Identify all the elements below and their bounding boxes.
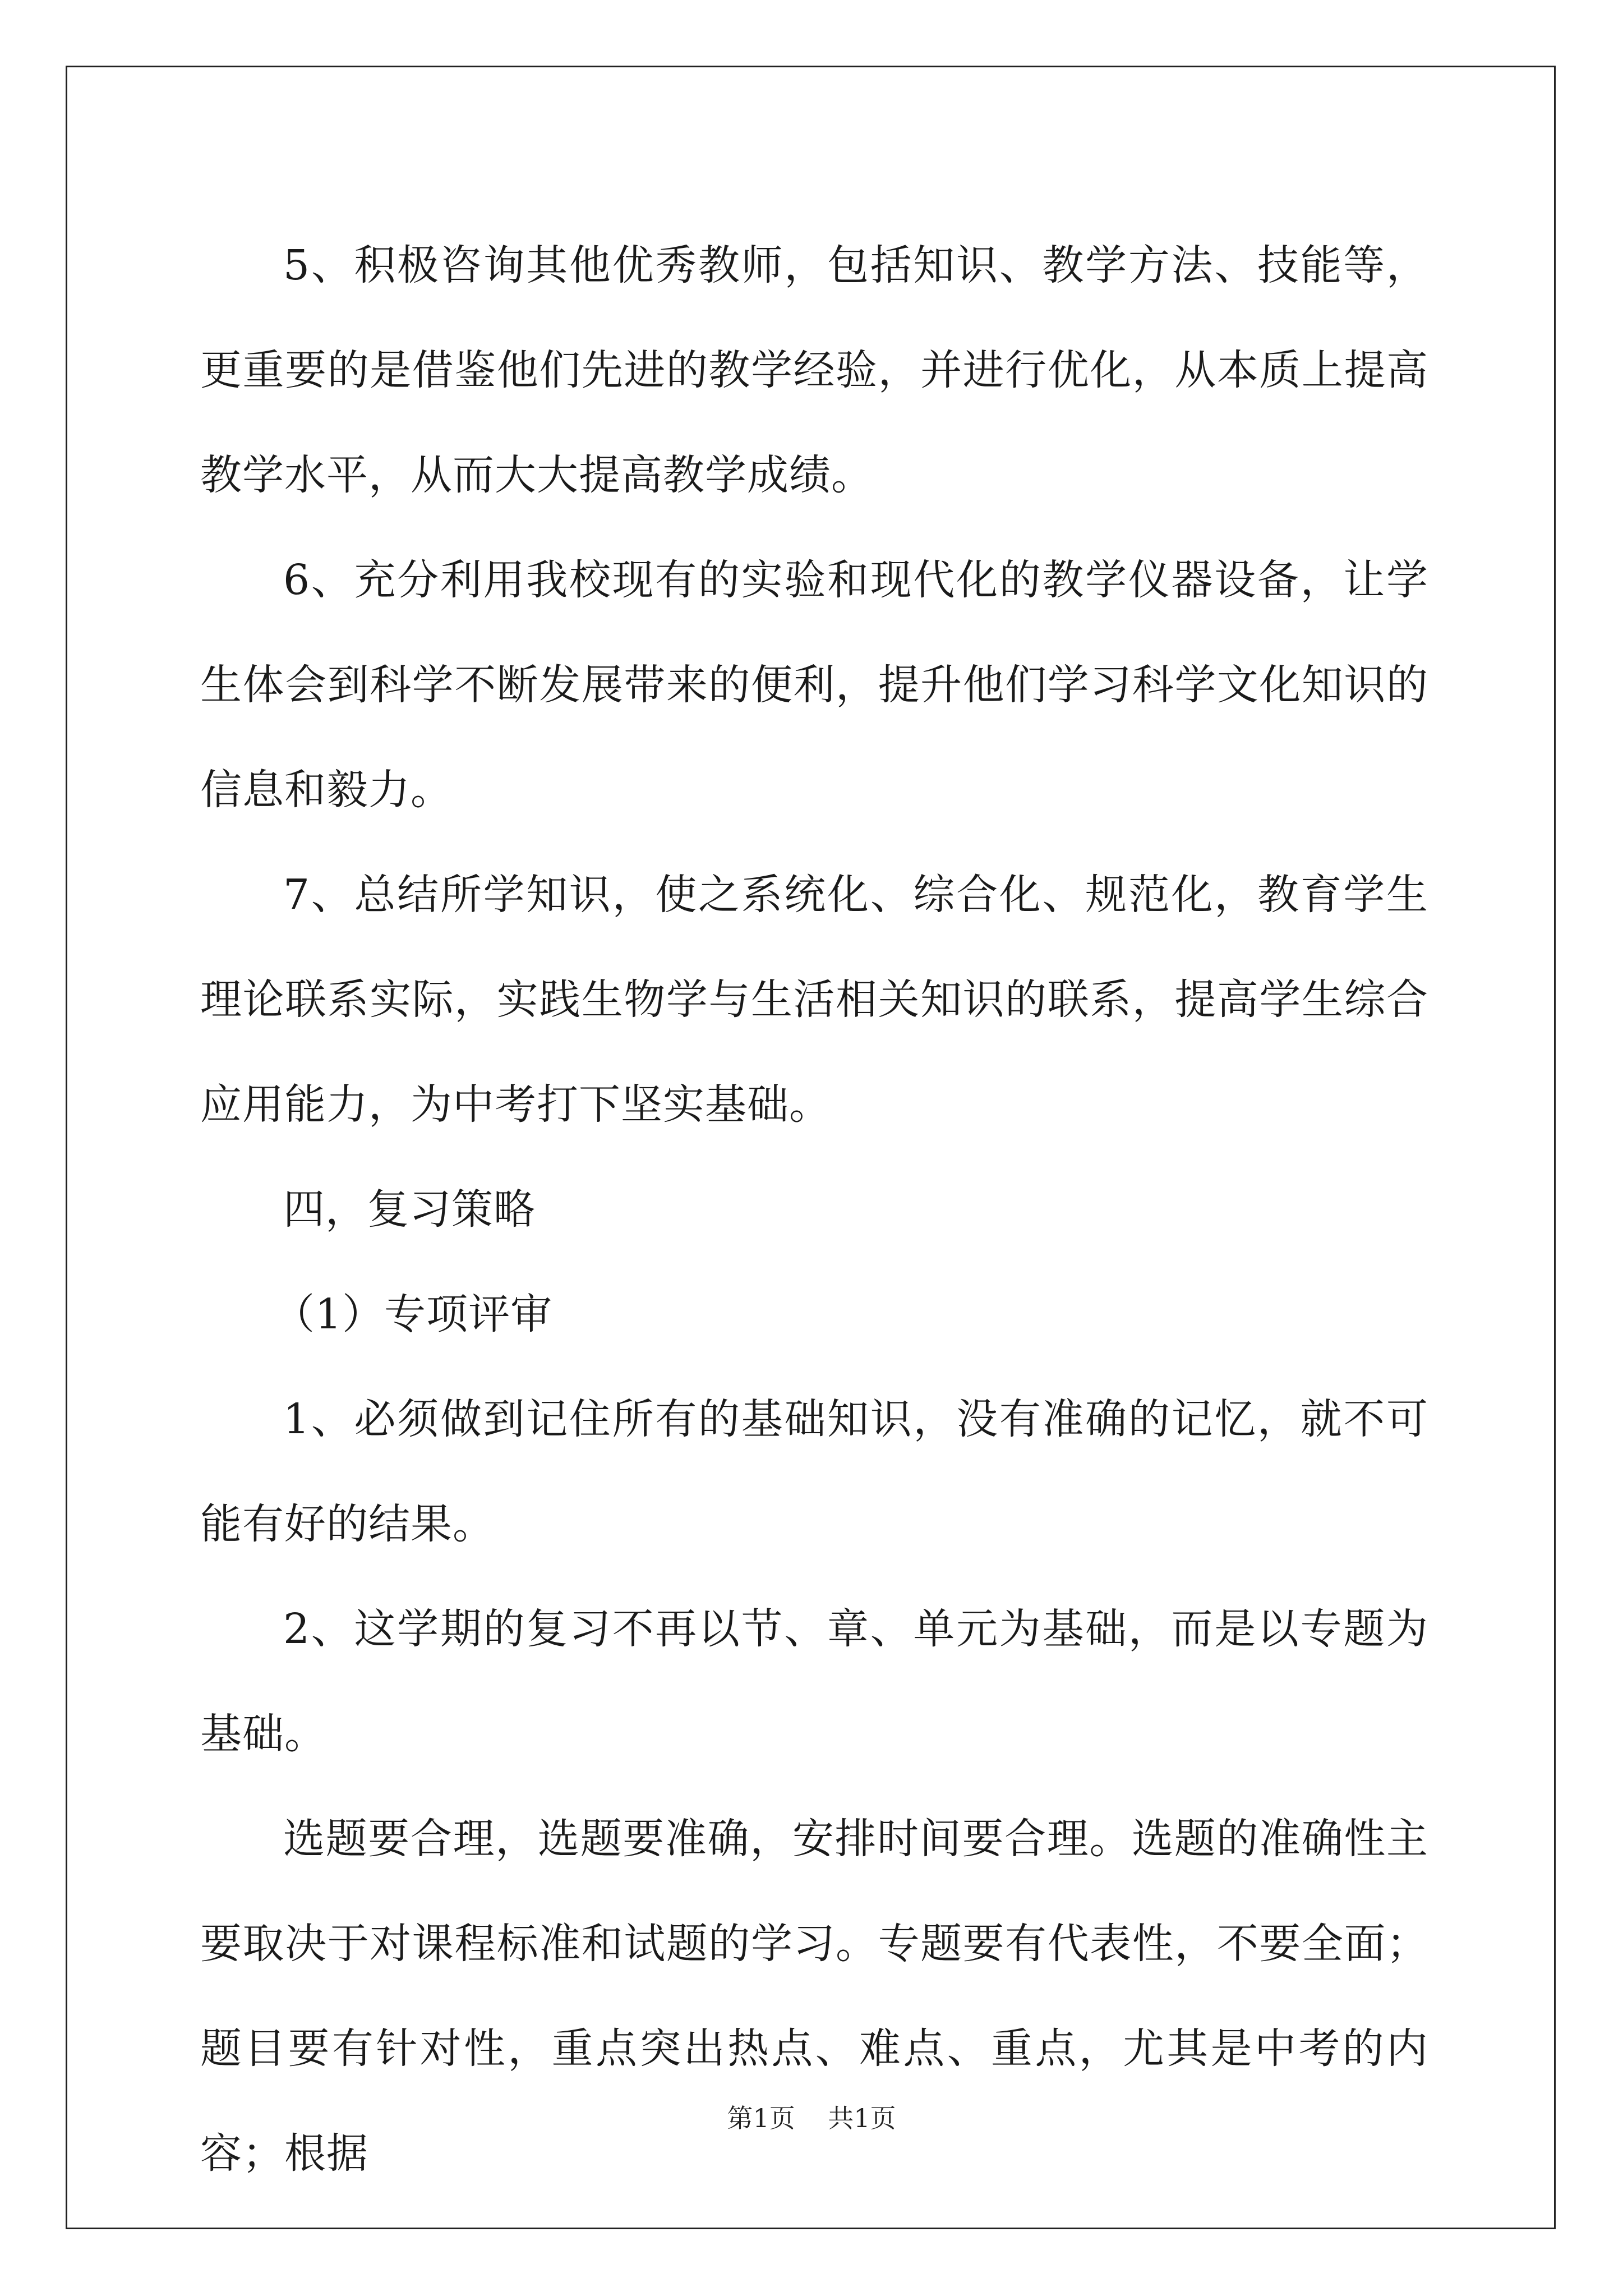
section-heading-review-strategy: 四，复习策略: [283, 1185, 536, 1234]
paragraph-item-6: 6、充分利用我校现有的实验和现代化的教学仪器设备，让学生体会到科学不断发展带来的便利，提升他们学习科学文化知识的信息和毅力。: [200, 556, 1428, 814]
paragraph-topic-selection: 选题要合理，选题要准确，安排时间要合理。选题的准确性主要取决于对课程标准和试题的学习。专题要有代表性，不要全面；题目要有针对性，重点突出热点、难点、重点，尤其是中考的内容；根据: [200, 1815, 1428, 2178]
document-body: [200, 213, 1428, 2206]
subsection-heading-special-review: （1）专项评审: [273, 1290, 553, 1338]
paragraph-item-7: 7、总结所学知识，使之系统化、综合化、规范化，教育学生理论联系实际，实践生物学与生活相关知识的联系，提高学生综合应用能力，为中考打下坚实基础。: [200, 871, 1428, 1129]
paragraph-item-5: 5、积极咨询其他优秀教师，包括知识、教学方法、技能等，更重要的是借鉴他们先进的教学经验，并进行优化，从本质上提高教学水平，从而大大提高教学成绩。: [200, 241, 1428, 499]
paragraph-item-1: 1、必须做到记住所有的基础知识，没有准确的记忆，就不可能有好的结果。: [200, 1395, 1428, 1548]
paragraph-item-2: 2、这学期的复习不再以节、章、单元为基础，而是以专题为基础。: [200, 1605, 1428, 1758]
page-number-footer: 第1页 共1页: [727, 2103, 896, 2133]
